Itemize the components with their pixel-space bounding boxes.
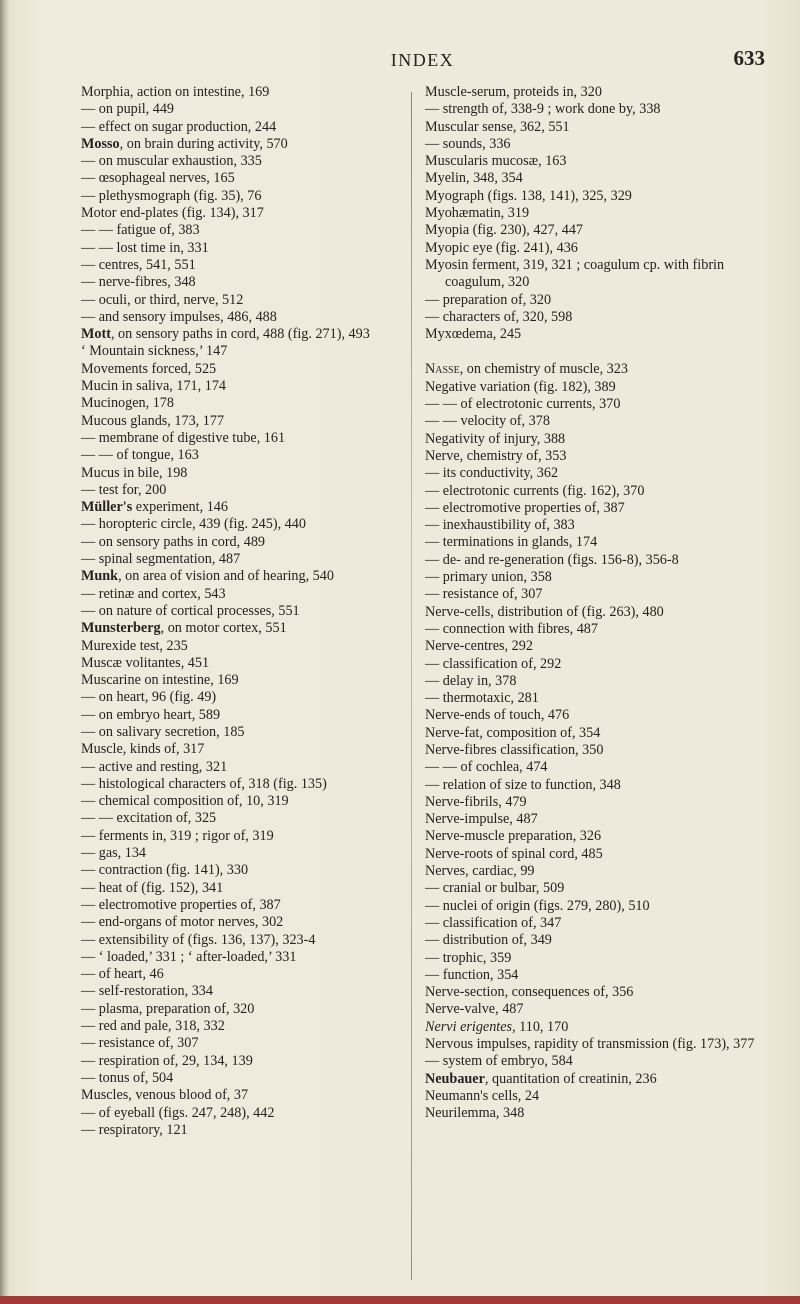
index-entry-text: Nerve-fat, composition of, 354 [425,724,601,741]
index-entry-text: Myograph (figs. 138, 141), 325, 329 [425,187,632,204]
index-entry [81,638,399,655]
index-entry [81,395,399,412]
index-entry [81,119,399,136]
index-entry-text: — terminations in glands, 174 [425,534,598,551]
index-entry [425,794,767,811]
index-entry [425,257,767,292]
index-entry [81,897,399,914]
index-entry [81,983,399,1000]
index-entry-text: Murexide test, 235 [81,637,188,654]
index-entry [425,309,767,326]
index-entry [81,776,399,793]
index-entry [81,707,399,724]
index-group-n [425,361,767,1122]
index-entry-text: — classification of, 292 [425,655,562,672]
index-entry [81,810,399,827]
index-entry-text: Nerve-roots of spinal cord, 485 [425,845,603,862]
index-entry [425,101,767,118]
index-entry-text: — on embryo heart, 589 [81,706,221,723]
index-entry [425,448,767,465]
index-entry-text: , on sensory paths in cord, 488 (fig. 271), 493 [110,326,370,343]
index-entry [425,932,767,949]
index-entry-text: Negative variation (fig. 182), 389 [425,378,616,395]
index-entry [81,741,399,758]
index-group-m [425,84,767,343]
index-entry [81,949,399,966]
index-entry-text: — retinæ and cortex, 543 [81,585,226,602]
index-entry-text: Muscæ volitantes, 451 [81,654,210,671]
index-entry-text: Movements forced, 525 [81,360,217,377]
index-entry-text: Nervous impulses, rapidity of transmission (fig. 173), 377 [425,1036,755,1053]
index-entry-text: — horopteric circle, 439 (fig. 245), 440 [81,516,306,533]
index-entry-text: — — of electrotonic currents, 370 [425,396,621,413]
index-entry [81,586,399,603]
index-entry-text: Nerves, cardiac, 99 [425,863,535,880]
index-entry [81,309,399,326]
index-entry [425,188,767,205]
index-entry [425,483,767,500]
index-entry [425,777,767,794]
index-entry [81,1087,399,1104]
index-entry-text: — de- and re-generation (figs. 156-8), 356-8 [425,551,679,568]
index-entry [425,500,767,517]
index-entry-text: — resistance of, 307 [425,586,543,603]
index-entry [425,534,767,551]
index-entry [81,343,399,360]
index-entry-text: — test for, 200 [81,481,167,498]
index-entry-text: — extensibility of (figs. 136, 137), 323-4 [81,931,316,948]
index-entry-text: — oculi, or third, nerve, 512 [81,291,244,308]
page-title: INDEX [390,50,455,70]
index-entry [425,170,767,187]
index-entry-text: — centres, 541, 551 [81,256,196,273]
index-entry-text: , quantitation of creatinin, 236 [484,1070,657,1087]
index-entry [81,1053,399,1070]
index-entry-text: — — of cochlea, 474 [425,759,548,776]
index-entry [425,292,767,309]
index-entry-text: experiment, 146 [132,499,228,516]
index-entry-text: Neumann's cells, 24 [425,1087,540,1104]
index-entry-text: Muscular sense, 362, 551 [425,118,570,135]
index-entry-text: — cranial or bulbar, 509 [425,880,565,897]
index-entry [425,361,767,378]
index-entry [81,1001,399,1018]
index-entry-text: Muscles, venous blood of, 37 [81,1087,249,1104]
index-entry [425,742,767,759]
index-entry-text: Nerve-ends of touch, 476 [425,707,570,724]
index-column-right [425,84,767,1123]
index-entry-text: — function, 354 [425,966,519,983]
index-entry-text: — nuclei of origin (figs. 279, 280), 510 [425,897,650,914]
index-entry [81,240,399,257]
index-entry [425,984,767,1001]
index-entry-text: Mucus in bile, 198 [81,464,188,481]
index-entry-text: ‘ Mountain sickness,’ 147 [81,343,228,360]
index-entry-text: — — lost time in, 331 [81,239,209,256]
index-entry [81,932,399,949]
index-entry-text: — plasma, preparation of, 320 [81,1000,255,1017]
index-entry [81,274,399,291]
index-entry-text: Myopia (fig. 230), 427, 447 [425,222,584,239]
index-entry-text: — respiratory, 121 [81,1121,188,1138]
index-entry [81,84,399,101]
index-entry-text: — plethysmograph (fig. 35), 76 [81,187,262,204]
index-entry-text: Nerve-impulse, 487 [425,811,538,828]
index-entry-text: — histological characters of, 318 (fig. 135) [81,775,327,792]
index-entry [425,153,767,170]
index-entry-text: — — of tongue, 163 [81,447,199,464]
index-entry [425,84,767,101]
index-entry-text: — sounds, 336 [425,135,511,152]
index-entry [425,811,767,828]
index-entry [81,361,399,378]
index-entry-text: — red and pale, 318, 332 [81,1018,225,1035]
index-headword: Nasse [425,361,460,378]
index-entry [425,725,767,742]
index-entry [425,1036,767,1053]
index-entry [81,101,399,118]
index-entry-text: — distribution of, 349 [425,932,552,949]
index-entry [425,1001,767,1018]
index-entry [81,1018,399,1035]
index-entry-text: Nerve-section, consequences of, 356 [425,984,634,1001]
index-entry-text: — resistance of, 307 [81,1035,199,1052]
index-entry [81,447,399,464]
index-entry-text: — on heart, 96 (fig. 49) [81,689,217,706]
index-headword: Nervi erigentes [425,1018,513,1035]
index-entry-text: — of eyeball (figs. 247, 248), 442 [81,1104,275,1121]
index-entry [425,967,767,984]
index-entry-text: — heat of (fig. 152), 341 [81,879,224,896]
index-entry-text: — on salivary secretion, 185 [81,723,245,740]
index-entry-text: Nerve, chemistry of, 353 [425,447,567,464]
index-entry-text: Negativity of injury, 388 [425,430,566,447]
index-entry [425,396,767,413]
index-entry [81,1070,399,1087]
index-entry-text: — electrotonic currents (fig. 162), 370 [425,482,645,499]
index-entry [81,551,399,568]
index-entry-text: Nerve-fibres classification, 350 [425,741,604,758]
index-entry [81,1122,399,1139]
index-entry [81,326,399,343]
index-entry [81,516,399,533]
index-entry-text: — inexhaustibility of, 383 [425,517,575,534]
index-entry-text: Mucinogen, 178 [81,395,174,412]
index-entry-text: — contraction (fig. 141), 330 [81,862,249,879]
index-entry-text: Myosin ferment, 319, 321 ; coagulum cp. with fibrin coagulum, 320 [425,256,725,291]
index-entry [425,1019,767,1036]
index-entry [425,621,767,638]
index-entry-text: — its conductivity, 362 [425,465,559,482]
index-column-left [81,84,399,1139]
index-entry [425,586,767,603]
index-entry-text: — electromotive properties of, 387 [425,499,625,516]
page-number: 633 [733,46,765,70]
index-entry [81,292,399,309]
index-entry-text: — connection with fibres, 487 [425,620,598,637]
index-entry-text: Myopic eye (fig. 241), 436 [425,239,578,256]
index-entry-text: — and sensory impulses, 486, 488 [81,308,277,325]
index-entry [81,257,399,274]
running-head [80,46,765,76]
index-entry [81,828,399,845]
index-entry [81,1105,399,1122]
index-entry-text: Nerve-cells, distribution of (fig. 263), 480 [425,603,664,620]
index-entry-text: — classification of, 347 [425,914,562,931]
index-entry [425,326,767,343]
index-entry [425,517,767,534]
index-entry-text: — tonus of, 504 [81,1069,174,1086]
index-entry [81,724,399,741]
index-entry [425,222,767,239]
index-entry [425,863,767,880]
index-entry-text: — respiration of, 29, 134, 139 [81,1052,253,1069]
index-entry [81,845,399,862]
index-entry [81,655,399,672]
index-entry-text: — spinal segmentation, 487 [81,551,241,568]
index-entry-text: — relation of size to function, 348 [425,776,621,793]
index-entry [81,153,399,170]
index-entry [425,413,767,430]
index-entry [81,482,399,499]
index-entry [81,413,399,430]
index-entry [81,689,399,706]
index-headword: Neubauer [425,1070,485,1087]
index-entry-text: Motor end-plates (fig. 134), 317 [81,205,264,222]
index-entry [425,880,767,897]
index-entry [81,966,399,983]
index-entry-text: — chemical composition of, 10, 319 [81,793,289,810]
index-entry-text: — — excitation of, 325 [81,810,217,827]
index-entry-text: , 110, 170 [512,1018,569,1035]
index-entry-text: — electromotive properties of, 387 [81,896,281,913]
index-entry [81,880,399,897]
index-entry-text: — delay in, 378 [425,672,517,689]
index-entry [81,620,399,637]
index-entry-text: — characters of, 320, 598 [425,308,573,325]
index-entry [81,1035,399,1052]
index-entry-text: Nerve-valve, 487 [425,1001,524,1018]
index-entry-text: Muscularis mucosæ, 163 [425,153,567,170]
index-entry [81,914,399,931]
index-entry-text: , on motor cortex, 551 [160,620,287,637]
index-entry-text: Morphia, action on intestine, 169 [81,84,270,100]
index-entry-text: — trophic, 359 [425,949,512,966]
index-entry [425,1071,767,1088]
index-headword: Mott [81,326,111,343]
index-entry-text: — end-organs of motor nerves, 302 [81,914,284,931]
index-entry [425,673,767,690]
section-gap [425,343,767,361]
index-entry-text: , on area of vision and of hearing, 540 [118,568,334,585]
index-entry-text: — — fatigue of, 383 [81,222,200,239]
index-entry-text: — active and resting, 321 [81,758,228,775]
index-entry-text: — effect on sugar production, 244 [81,118,277,135]
index-entry-text: Muscle-serum, proteids in, 320 [425,84,602,100]
index-entry-text: Mucin in saliva, 171, 174 [81,378,227,395]
index-entry [425,898,767,915]
index-entry [81,603,399,620]
index-entry [81,499,399,516]
index-entry [81,672,399,689]
index-entry [425,136,767,153]
index-entry [81,430,399,447]
index-entry-text: — ferments in, 319 ; rigor of, 319 [81,827,274,844]
index-entry [81,568,399,585]
index-entry [425,950,767,967]
index-entry-text: Myelin, 348, 354 [425,170,523,187]
index-entry-text: — ‘ loaded,’ 331 ; ‘ after-loaded,’ 331 [81,948,297,965]
index-entry [425,379,767,396]
index-entry [425,119,767,136]
bottom-edge-strip [0,1296,800,1304]
index-entry [425,1053,767,1070]
column-divider [411,92,412,1280]
index-entry [81,136,399,153]
index-entry-text: — preparation of, 320 [425,291,552,308]
index-headword: Mosso [81,135,120,152]
index-entry [425,759,767,776]
index-entry [425,656,767,673]
index-entry [425,828,767,845]
index-entry [81,205,399,222]
index-entry-text: — self-restoration, 334 [81,983,213,1000]
binding-edge [0,0,9,1304]
index-entry-text: Nerve-muscle preparation, 326 [425,828,602,845]
index-entry-text: — — velocity of, 378 [425,413,550,430]
index-headword: Munk [81,568,119,585]
index-entry [425,465,767,482]
index-entry [425,240,767,257]
index-entry [81,862,399,879]
index-entry-text: — on nature of cortical processes, 551 [81,602,300,619]
index-entry [81,793,399,810]
index-entry-text: Muscarine on intestine, 169 [81,672,239,689]
index-entry-text: , on chemistry of muscle, 323 [459,361,628,378]
index-entry-text: Nerve-fibrils, 479 [425,793,527,810]
index-entry-text: — strength of, 338-9 ; work done by, 338 [425,101,661,118]
index-entry [81,759,399,776]
index-entry [425,1105,767,1122]
index-entry [81,222,399,239]
index-entry-text: — of heart, 46 [81,966,164,983]
index-headword: Müller's [81,499,133,516]
index-entry-text: , on brain during activity, 570 [119,135,288,152]
index-entry-text: — primary union, 358 [425,569,552,586]
index-entry [425,707,767,724]
index-entry-text: Mucous glands, 173, 177 [81,412,225,429]
index-entry [425,846,767,863]
index-entry [425,1088,767,1105]
index-entry-text: Neurilemma, 348 [425,1105,525,1122]
index-entry-text: Myohæmatin, 319 [425,205,530,222]
index-entry [425,569,767,586]
index-entry [81,378,399,395]
index-entry [425,638,767,655]
index-entry-text: — on muscular exhaustion, 335 [81,153,262,170]
index-entry-text: Myxœdema, 245 [425,326,522,343]
index-entry [81,170,399,187]
index-entry-text: — nerve-fibres, 348 [81,274,196,291]
index-entry [425,552,767,569]
index-entry-text: — thermotaxic, 281 [425,690,539,707]
index-entry-text: — on sensory paths in cord, 489 [81,533,266,550]
index-entry [81,188,399,205]
index-entry [425,205,767,222]
index-entry [425,431,767,448]
index-headword: Munsterberg [81,620,161,637]
index-entry-text: — gas, 134 [81,845,147,862]
index-entry [425,690,767,707]
index-entry-text: — system of embryo, 584 [425,1053,573,1070]
index-entry-text: — on pupil, 449 [81,101,175,118]
index-entry [81,534,399,551]
index-entry-text: Nerve-centres, 292 [425,638,533,655]
index-entry-text: — membrane of digestive tube, 161 [81,429,286,446]
index-entry [81,465,399,482]
index-entry-text: Muscle, kinds of, 317 [81,741,205,758]
index-entry-text: — œsophageal nerves, 165 [81,170,235,187]
index-entry [425,604,767,621]
index-entry [425,915,767,932]
